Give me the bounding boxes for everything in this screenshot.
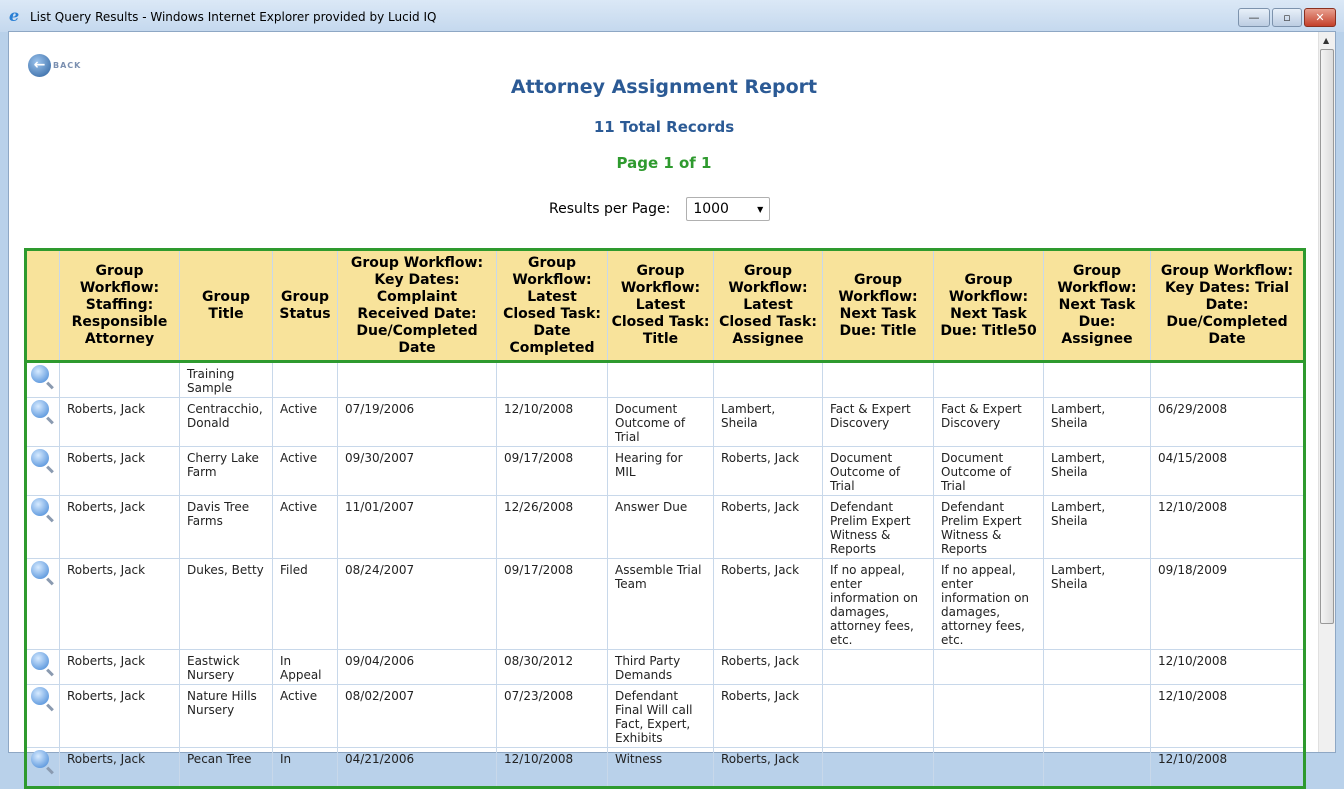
total-records: 11 Total Records <box>593 118 735 136</box>
table-cell: Centracchio, Donald <box>180 398 273 447</box>
table-cell: Lambert, Sheila <box>1044 447 1151 496</box>
report-title: Attorney Assignment Report <box>510 76 818 98</box>
table-cell <box>60 362 180 398</box>
column-header: Group Workflow: Next Task Due: Title50 <box>934 250 1044 362</box>
view-record-button[interactable] <box>26 685 60 748</box>
table-cell <box>608 362 714 398</box>
table-cell: 09/17/2008 <box>497 447 608 496</box>
table-cell: Roberts, Jack <box>714 447 823 496</box>
table-cell: Roberts, Jack <box>714 496 823 559</box>
table-cell: Roberts, Jack <box>60 496 180 559</box>
table-cell: 09/30/2007 <box>338 447 497 496</box>
back-label: BACK <box>53 61 82 70</box>
table-cell <box>1044 650 1151 685</box>
table-cell <box>1151 362 1305 398</box>
magnifier-icon[interactable] <box>31 561 49 579</box>
table-cell: Roberts, Jack <box>60 447 180 496</box>
table-cell: Document Outcome of Trial <box>823 447 934 496</box>
chevron-down-icon: ▼ <box>757 204 764 214</box>
table-cell: Roberts, Jack <box>60 748 180 788</box>
table-cell: Answer Due <box>608 496 714 559</box>
table-cell <box>1044 362 1151 398</box>
table-cell <box>497 362 608 398</box>
magnifier-icon[interactable] <box>31 498 49 516</box>
vertical-scrollbar[interactable] <box>1318 32 1335 752</box>
table-cell: Witness <box>608 748 714 788</box>
table-cell: Document Outcome of Trial <box>608 398 714 447</box>
column-header: Group Workflow: Next Task Due: Assignee <box>1044 250 1151 362</box>
table-cell <box>823 650 934 685</box>
table-cell <box>823 685 934 748</box>
table-cell: 07/23/2008 <box>497 685 608 748</box>
column-header: Group Workflow: Latest Closed Task: Assignee <box>714 250 823 362</box>
table-cell <box>714 362 823 398</box>
view-record-button[interactable] <box>26 650 60 685</box>
table-cell: If no appeal, enter information on damages, attorney fees, etc. <box>823 559 934 650</box>
table-cell: 06/29/2008 <box>1151 398 1305 447</box>
column-header: Group Workflow: Key Dates: Trial Date: Due/Completed Date <box>1151 250 1305 362</box>
table-cell: Active <box>273 447 338 496</box>
table-cell: Defendant Prelim Expert Witness & Reports <box>823 496 934 559</box>
column-header: Group Workflow: Key Dates: Complaint Received Date: Due/Completed Date <box>338 250 497 362</box>
table-cell: Lambert, Sheila <box>714 398 823 447</box>
table-cell: Roberts, Jack <box>60 559 180 650</box>
close-button[interactable]: ✕ <box>1304 8 1336 27</box>
title-bar <box>0 0 1344 32</box>
table-cell: 12/10/2008 <box>497 748 608 788</box>
table-cell: Active <box>273 685 338 748</box>
table-cell <box>934 748 1044 788</box>
table-cell: If no appeal, enter information on damages, attorney fees, etc. <box>934 559 1044 650</box>
table-cell: 04/15/2008 <box>1151 447 1305 496</box>
browser-content <box>8 31 1336 766</box>
table-cell: Assemble Trial Team <box>608 559 714 650</box>
table-cell: Cherry Lake Farm <box>180 447 273 496</box>
view-record-button[interactable] <box>26 447 60 496</box>
column-header: Group Workflow: Latest Closed Task: Date Completed <box>497 250 608 362</box>
table-cell: 12/10/2008 <box>1151 748 1305 788</box>
magnifier-icon[interactable] <box>31 750 49 768</box>
table-cell <box>934 650 1044 685</box>
window-title: List Query Results - Windows Internet Explorer provided by Lucid IQ <box>30 10 437 24</box>
table-cell: Lambert, Sheila <box>1044 398 1151 447</box>
magnifier-icon[interactable] <box>31 687 49 705</box>
table-cell: Hearing for MIL <box>608 447 714 496</box>
table-cell <box>1044 748 1151 788</box>
table-cell: 09/17/2008 <box>497 559 608 650</box>
maximize-button[interactable]: ▫ <box>1272 8 1302 27</box>
view-record-button[interactable] <box>26 362 60 398</box>
table-cell: Nature Hills Nursery <box>180 685 273 748</box>
table-cell <box>273 362 338 398</box>
table-cell: Active <box>273 496 338 559</box>
table-cell: Fact & Expert Discovery <box>934 398 1044 447</box>
table-cell: Pecan Tree <box>180 748 273 788</box>
rpp-label: Results per Page: <box>549 201 671 217</box>
table-row <box>26 650 1305 685</box>
results-per-page <box>549 197 770 221</box>
table-cell: 12/10/2008 <box>1151 650 1305 685</box>
table-cell <box>823 748 934 788</box>
table-cell <box>934 685 1044 748</box>
magnifier-icon[interactable] <box>31 652 49 670</box>
column-header: Group Workflow: Staffing: Responsible Attorney <box>60 250 180 362</box>
table-row <box>26 496 1305 559</box>
view-record-button[interactable] <box>26 496 60 559</box>
table-cell: Roberts, Jack <box>714 650 823 685</box>
table-cell: 12/10/2008 <box>1151 496 1305 559</box>
table-cell: 07/19/2006 <box>338 398 497 447</box>
magnifier-icon[interactable] <box>31 365 49 383</box>
table-cell: Active <box>273 398 338 447</box>
magnifier-icon[interactable] <box>31 449 49 467</box>
table-cell: 08/24/2007 <box>338 559 497 650</box>
table-cell: Document Outcome of Trial <box>934 447 1044 496</box>
table-cell: Defendant Prelim Expert Witness & Reports <box>934 496 1044 559</box>
scroll-thumb[interactable] <box>1320 49 1334 624</box>
view-record-button[interactable] <box>26 559 60 650</box>
table-cell: 11/01/2007 <box>338 496 497 559</box>
magnifier-icon[interactable] <box>31 400 49 418</box>
table-cell: 12/10/2008 <box>1151 685 1305 748</box>
table-cell: 09/04/2006 <box>338 650 497 685</box>
table-row <box>26 447 1305 496</box>
table-row <box>26 685 1305 748</box>
table-cell: Roberts, Jack <box>60 685 180 748</box>
rpp-select[interactable] <box>686 197 770 221</box>
table-cell: Training Sample <box>180 362 273 398</box>
table-cell: Roberts, Jack <box>60 650 180 685</box>
table-cell: Dukes, Betty <box>180 559 273 650</box>
table-cell: Eastwick Nursery <box>180 650 273 685</box>
back-arrow-icon: ← <box>28 54 51 77</box>
table-cell: Roberts, Jack <box>714 559 823 650</box>
table-cell: Roberts, Jack <box>714 685 823 748</box>
table-cell <box>338 362 497 398</box>
table-cell: 08/30/2012 <box>497 650 608 685</box>
table-cell: Lambert, Sheila <box>1044 559 1151 650</box>
table-cell: Defendant Final Will call Fact, Expert, Exhibits <box>608 685 714 748</box>
table-cell: Roberts, Jack <box>714 748 823 788</box>
minimize-button[interactable]: — <box>1238 8 1270 27</box>
table-row <box>26 748 1305 788</box>
rpp-value: 1000 <box>693 201 729 217</box>
table-row <box>26 559 1305 650</box>
back-button[interactable] <box>28 54 81 77</box>
view-record-button[interactable] <box>26 748 60 788</box>
table-cell <box>1044 685 1151 748</box>
table-cell: Fact & Expert Discovery <box>823 398 934 447</box>
table-cell: 08/02/2007 <box>338 685 497 748</box>
column-header: Group Workflow: Next Task Due: Title <box>823 250 934 362</box>
ie-icon: e <box>9 6 20 25</box>
table-cell: Third Party Demands <box>608 650 714 685</box>
table-cell <box>823 362 934 398</box>
table-cell: 12/26/2008 <box>497 496 608 559</box>
table-cell: 09/18/2009 <box>1151 559 1305 650</box>
page-indicator: Page 1 of 1 <box>616 154 712 172</box>
table-cell: 12/10/2008 <box>497 398 608 447</box>
column-header <box>26 250 60 362</box>
table-cell: 04/21/2006 <box>338 748 497 788</box>
column-header: Group Workflow: Latest Closed Task: Title <box>608 250 714 362</box>
view-record-button[interactable] <box>26 398 60 447</box>
table-cell: Lambert, Sheila <box>1044 496 1151 559</box>
table-row <box>26 398 1305 447</box>
results-table <box>24 248 1306 789</box>
table-cell: In Appeal <box>273 650 338 685</box>
table-cell <box>934 362 1044 398</box>
table-cell: Filed <box>273 559 338 650</box>
table-cell: Davis Tree Farms <box>180 496 273 559</box>
scroll-up-icon[interactable]: ▲ <box>1323 36 1330 45</box>
table-row <box>26 362 1305 398</box>
column-header: Group Title <box>180 250 273 362</box>
table-cell: Roberts, Jack <box>60 398 180 447</box>
table-cell: In <box>273 748 338 788</box>
column-header: Group Status <box>273 250 338 362</box>
